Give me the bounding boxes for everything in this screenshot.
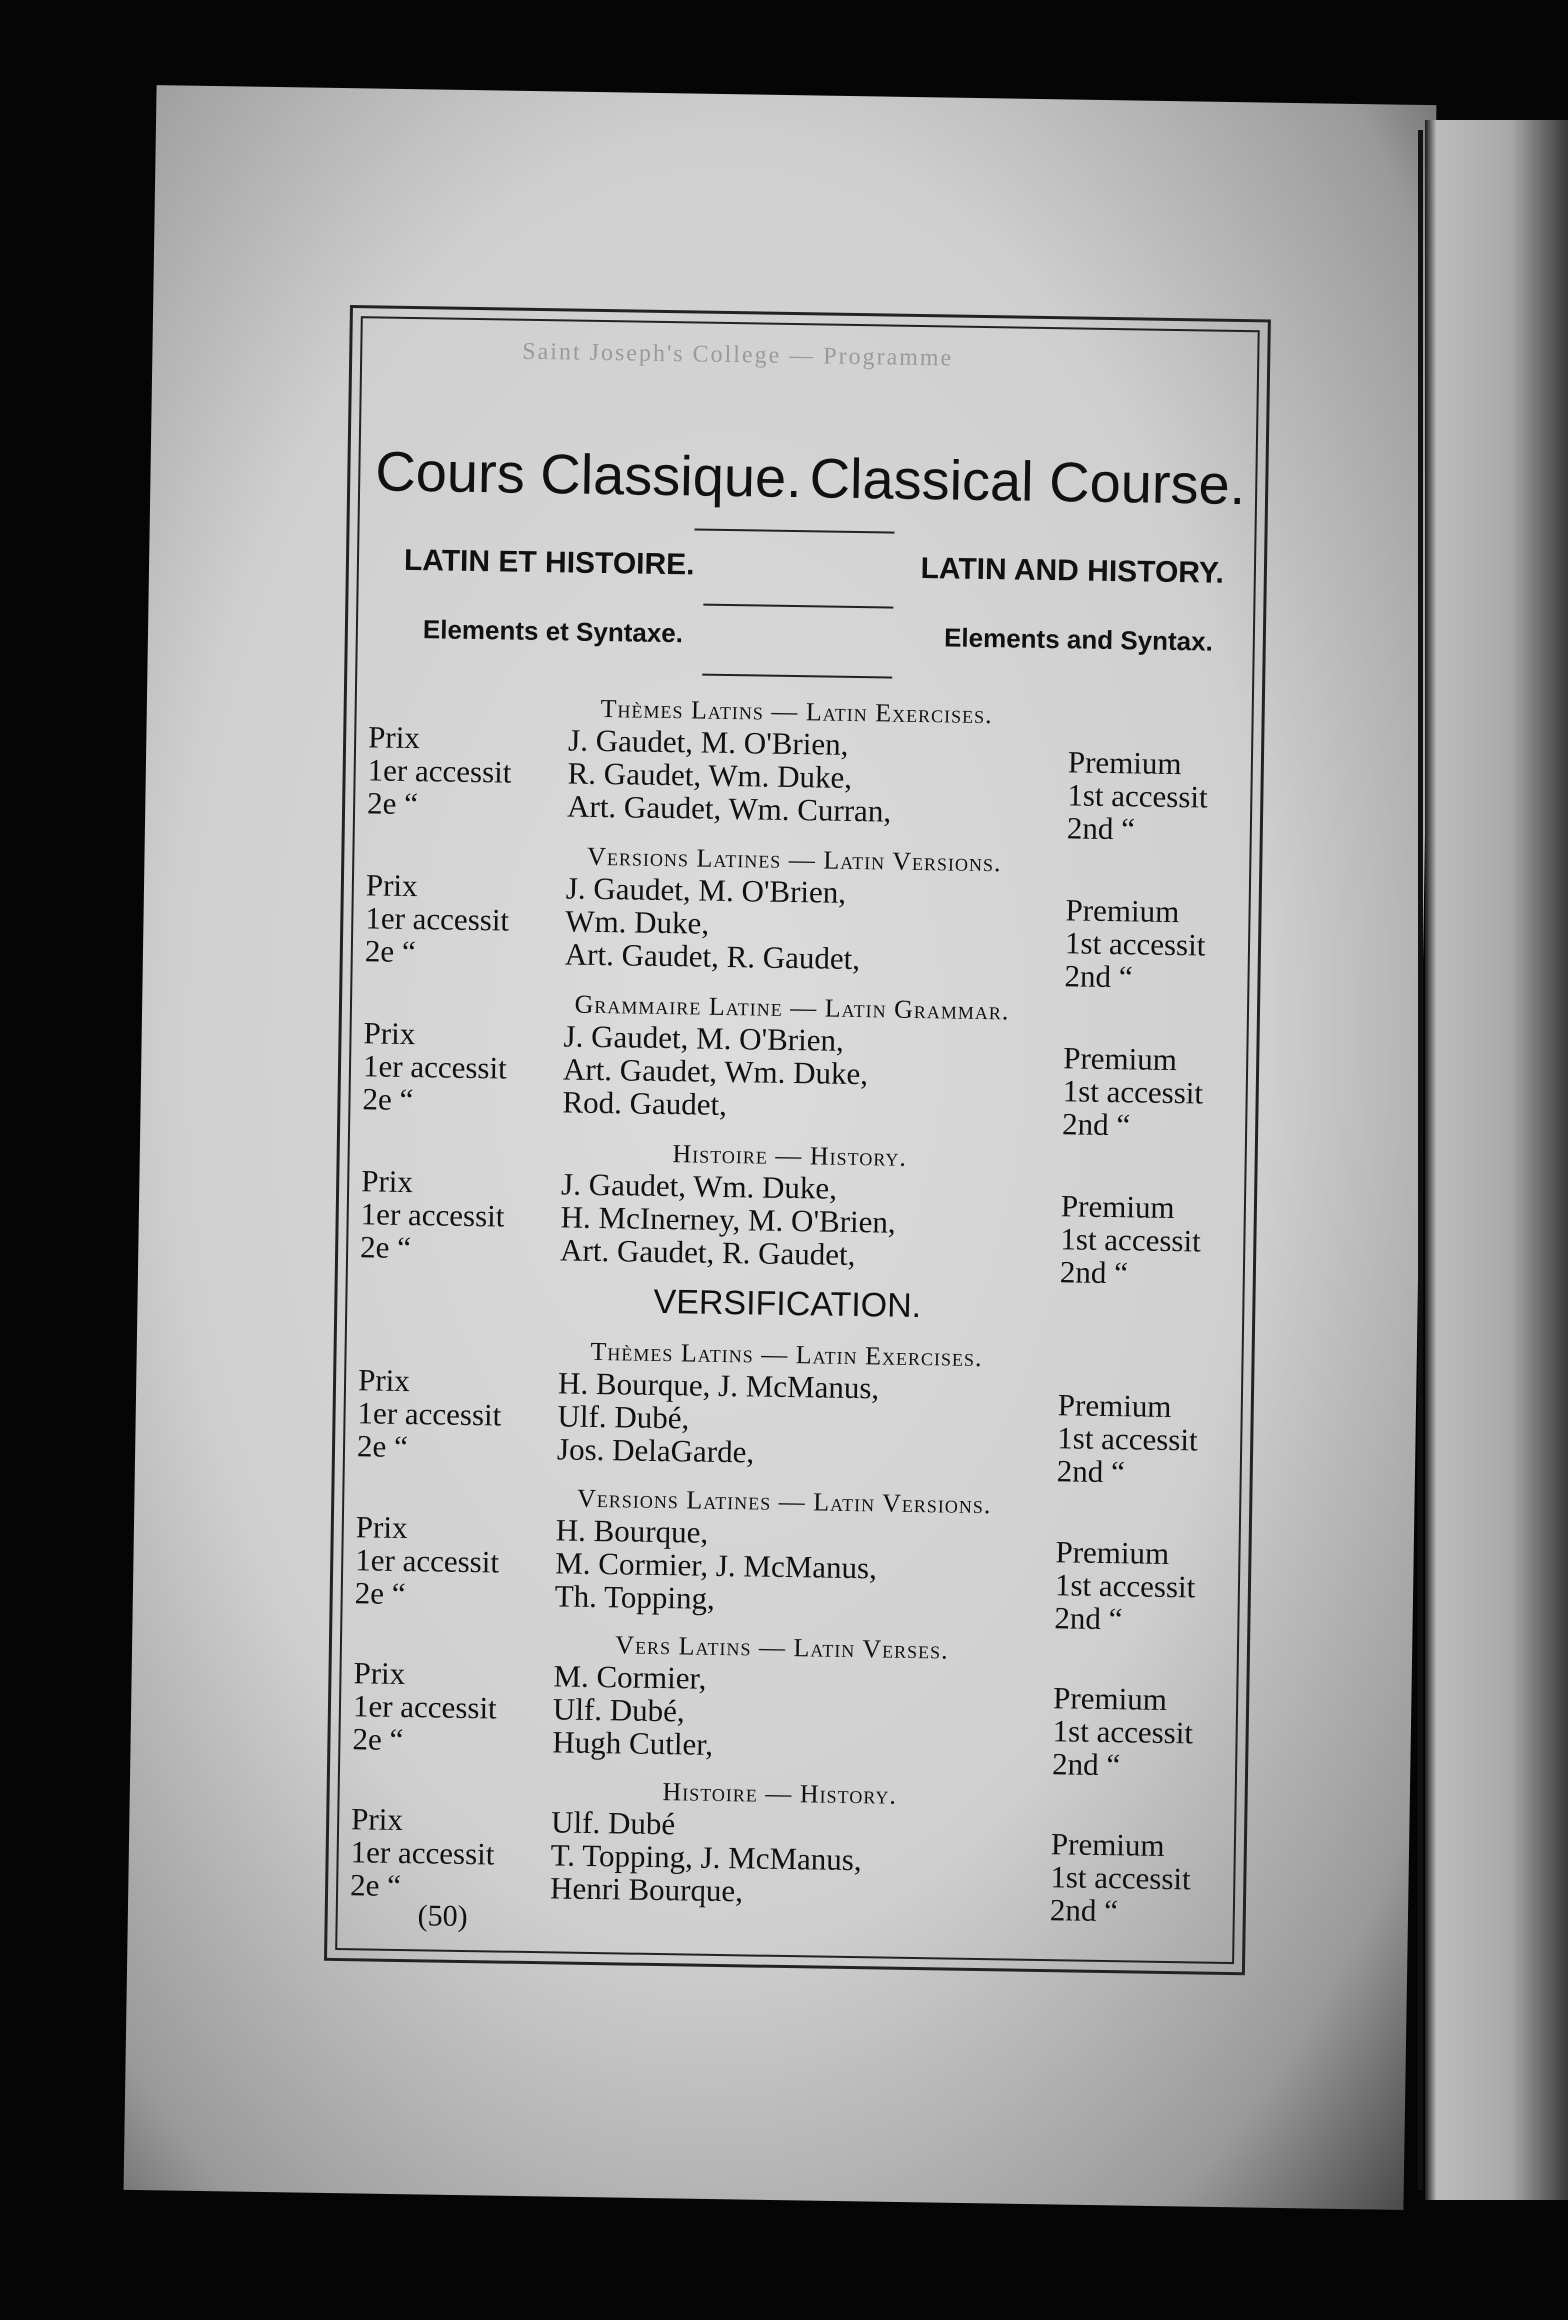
winner-names: J. Gaudet, M. O'Brien,	[565, 870, 847, 910]
winner-names: J. Gaudet, M. O'Brien,	[567, 722, 849, 762]
award-english: 1st accessit	[1067, 777, 1208, 815]
award-english: 1st accessit	[1052, 1713, 1194, 1751]
winner-names: M. Cormier,	[553, 1658, 707, 1696]
award-english: Premium	[1057, 1387, 1172, 1425]
winner-names: Henri Bourque,	[549, 1870, 744, 1909]
award-french: 2e “	[354, 1575, 406, 1612]
award-french: Prix	[367, 719, 421, 756]
winner-names: H. Bourque, J. McManus,	[557, 1365, 880, 1406]
award-english: 1st accessit	[1064, 925, 1206, 963]
section-heading: Vers Latins — Latin Verses.	[615, 1630, 949, 1665]
award-french: Prix	[365, 867, 418, 904]
winner-names: Art. Gaudet, R. Gaudet,	[564, 936, 861, 977]
page-number: (50)	[417, 1899, 468, 1934]
award-french: Prix	[360, 1163, 414, 1200]
section-heading: Versions Latines — Latin Versions.	[586, 841, 1002, 878]
award-english: Premium	[1050, 1826, 1165, 1863]
winner-names: H. Bourque,	[555, 1512, 709, 1550]
adjacent-page	[1425, 120, 1568, 2200]
page-content	[327, 308, 1268, 1972]
award-french: 1er accessit	[360, 1196, 505, 1234]
subject-heading	[404, 544, 1224, 591]
award-block	[356, 1362, 1238, 1490]
award-english: 2nd “	[1049, 1892, 1119, 1929]
award-english: 2nd “	[1059, 1254, 1129, 1291]
award-english: 2nd “	[1054, 1600, 1123, 1637]
award-french: 2e “	[356, 1428, 409, 1465]
winner-names: Ulf. Dubé,	[552, 1691, 685, 1729]
winner-names: Wm. Duke,	[565, 903, 710, 941]
award-english: Premium	[1067, 744, 1182, 782]
level-french: Elements et Syntaxe.	[422, 614, 684, 649]
award-english: Premium	[1060, 1188, 1175, 1226]
award-english: 1st accessit	[1062, 1073, 1204, 1111]
award-french: Prix	[355, 1509, 408, 1546]
award-french: 1er accessit	[357, 1395, 502, 1433]
winner-names: Jos. DelaGarde,	[556, 1431, 755, 1470]
winner-names: Ulf. Dubé,	[557, 1398, 690, 1436]
show-through-header: Saint Joseph's College — Programme	[522, 338, 954, 372]
award-english: 2nd “	[1051, 1746, 1121, 1783]
versification-heading: VERSIFICATION.	[653, 1282, 922, 1326]
level-english: Elements and Syntax.	[943, 622, 1214, 657]
section-heading: Thèmes Latins — Latin Exercises.	[590, 1336, 983, 1373]
winner-names: Art. Gaudet, Wm. Curran,	[566, 788, 892, 829]
winner-names: Hugh Cutler,	[552, 1724, 714, 1762]
award-english: 1st accessit	[1060, 1221, 1202, 1259]
page-gutter	[1418, 130, 1423, 2190]
award-french: 2e “	[366, 785, 419, 822]
award-french: 1er accessit	[350, 1834, 495, 1872]
winner-names: M. Cormier, J. McManus,	[554, 1545, 878, 1586]
page-title	[375, 438, 1246, 517]
award-block	[362, 1015, 1243, 1143]
award-french: 2e “	[352, 1721, 404, 1758]
award-english: 1st accessit	[1050, 1859, 1191, 1897]
section-heading: Histoire — History.	[662, 1777, 898, 1810]
award-block	[359, 1163, 1241, 1291]
winner-names: J. Gaudet, M. O'Brien,	[563, 1018, 845, 1058]
award-french: Prix	[350, 1801, 404, 1838]
winner-names: Th. Topping,	[554, 1578, 716, 1616]
award-french: Prix	[363, 1015, 416, 1052]
divider-rule	[695, 528, 895, 533]
award-french: 2e “	[359, 1229, 412, 1266]
award-french: 1er accessit	[352, 1688, 497, 1726]
section-heading: Versions Latines — Latin Versions.	[576, 1483, 992, 1520]
award-french: 1er accessit	[367, 752, 512, 790]
award-french: 2e “	[349, 1867, 402, 1903]
section-heading: Thèmes Latins — Latin Exercises.	[600, 693, 993, 730]
winner-names: Ulf. Dubé	[550, 1804, 676, 1842]
award-block	[364, 867, 1246, 995]
award-french: 2e “	[362, 1081, 414, 1118]
subject-french: LATIN ET HISTOIRE.	[403, 543, 695, 582]
award-english: 2nd “	[1064, 958, 1133, 995]
winner-names: J. Gaudet, Wm. Duke,	[560, 1166, 838, 1206]
winner-names: Rod. Gaudet,	[562, 1084, 728, 1123]
award-block	[366, 719, 1248, 847]
award-english: 2nd “	[1056, 1453, 1126, 1490]
winner-names: Art. Gaudet, Wm. Duke,	[562, 1051, 869, 1092]
award-block	[354, 1509, 1236, 1637]
divider-rule	[703, 604, 893, 609]
award-english: 2nd “	[1061, 1106, 1131, 1143]
award-block	[352, 1655, 1233, 1783]
bordered-frame	[324, 305, 1271, 1975]
subject-english: LATIN AND HISTORY.	[920, 551, 1225, 590]
award-english: 1st accessit	[1057, 1420, 1198, 1458]
winner-names: T. Topping, J. McManus,	[550, 1837, 862, 1878]
divider-rule	[702, 674, 892, 679]
award-english: Premium	[1055, 1534, 1170, 1572]
award-english: 2nd “	[1066, 810, 1136, 847]
award-french: 2e “	[364, 933, 416, 970]
award-english: Premium	[1065, 892, 1180, 930]
section-heading: Histoire — History.	[672, 1139, 908, 1172]
award-french: Prix	[353, 1655, 406, 1692]
award-french: 1er accessit	[365, 900, 510, 938]
winner-names: H. McInerney, M. O'Brien,	[560, 1199, 896, 1240]
award-french: 1er accessit	[355, 1542, 500, 1580]
level-heading	[423, 614, 1213, 657]
title-english: Classical Course.	[809, 446, 1246, 517]
winner-names: R. Gaudet, Wm. Duke,	[567, 755, 853, 795]
section-heading: Grammaire Latine — Latin Grammar.	[574, 989, 1010, 1026]
winner-names: Art. Gaudet, R. Gaudet,	[559, 1232, 856, 1273]
award-english: 1st accessit	[1054, 1567, 1196, 1605]
award-french: 1er accessit	[362, 1048, 508, 1086]
award-english: Premium	[1062, 1040, 1178, 1078]
award-english: Premium	[1052, 1680, 1168, 1718]
title-french: Cours Classique.	[374, 439, 803, 510]
award-french: Prix	[357, 1362, 411, 1399]
